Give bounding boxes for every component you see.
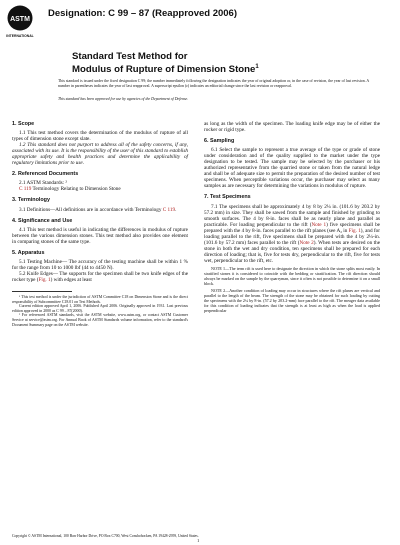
paragraph: 1.2 This standard does not purport to address all of the safety concerns, if any, associated with its use. It is the responsibility of the user of this standard to establish appropriate safety and health practices and determine the applicability of regulatory limitations prior to use. (12, 142, 188, 167)
paragraph: 5.1 Testing Machine— The accuracy of the testing machine shall be within 1 % for the range from 10 to 1000 lbf (44 to 4450 N). (12, 258, 188, 271)
paragraph: 1.1 This test method covers the determination of the modulus of rupture of all types of dimension stone except slate. (12, 130, 188, 143)
section-heading: 6. Sampling (204, 138, 235, 145)
page-number: 1 (197, 538, 200, 543)
svg-text:ASTM: ASTM (10, 16, 30, 23)
c119-link[interactable]: C 119 (162, 206, 176, 213)
document-title (72, 51, 372, 75)
designation-header: Designation: C 99 – 87 (Reapproved 2006) (48, 8, 238, 19)
left-column (12, 121, 188, 327)
svg-text:INTERNATIONAL: INTERNATIONAL (6, 34, 34, 38)
section-heading: 2. Referenced Documents (12, 171, 79, 178)
paragraph: C 119 Terminology Relating to Dimension Stone (19, 186, 121, 193)
footnote: ¹ This test method is under the jurisdiction of ASTM Committee C18 on Dimension Stone and is the direct responsibility of Subcommittee C18.01 on Test Methods. (12, 294, 188, 304)
fig1-link[interactable]: Fig. 1 (38, 276, 51, 283)
section-heading: 3. Terminology (12, 197, 50, 204)
section-heading: 7. Test Specimens (204, 194, 251, 201)
paragraph: 7.1 The specimens shall be approximately 4 by 8 by 2¼ in. (101.6 by 203.2 by 57.2 mm) in size. They shall be sawed from the sample and finished by grinding to smooth surfaces. The 4 by 8-in. faces shall be as nearly plane and parallel as practicable. For loading perpendicular to the rift (Note 1) five specimens shall be prepared with the 4 by 8-in. faces parallel to the rift planes (see A₂ in Fig. 1), and for loading parallel to the rift, five specimens shall be prepared with the 4 by 2¼-in. (101.6 by 57.2 mm) faces parallel to the rift (Note 2). When tests are desired on the stone in both the wet and dry condition, ten specimens shall be prepared for each direction of loading; that is, five for tests dry, perpendicular to the rift, five for tests wet, perpendicular to the rift, etc. (204, 203, 380, 264)
title-line-1: Standard Test Method for (72, 51, 188, 62)
note-2: NOTE 2—Another condition of loading may occur in structures where the rift planes are vertical and parallel to the length of the beam. The strength of the stone may be obtained for such loading by cutting the specimens with the 2¼ by 8-in. (57.2 by 203.2-mm) face parallel to the rift. The meager data available for this condition of loading indicates that the strength is at least as high as when the load is applied perpendicular (204, 287, 380, 313)
title-line-2: Modulus of Rupture of Dimension Stone$^1$ (72, 64, 259, 76)
fig1-link[interactable]: Fig. 1 (348, 227, 361, 234)
section-heading: 1. Scope (12, 121, 35, 127)
footnote-divider (12, 291, 72, 292)
footnote: Current edition approved April 1, 2006. Published April 2006. Originally approved in 1931. Last previous edition approved in 2000 as C 99 – 87(2000). (12, 304, 188, 313)
section-heading: 4. Significance and Use (12, 217, 73, 224)
note-1: NOTE 1—The term rift is used here to designate the direction in which the stone splits most easily. In stratified stones it is considered to coincide with the bedding or stratification. The rift direction should always be marked on the sample by the quarryman, since it often is not possible to determine it on a small block. (204, 265, 380, 286)
paragraph: 4.1 This test method is useful in indicating the differences in modulus of rupture between the various dimension stones. This test method also provides one element in comparing stones of the same type. (12, 226, 188, 245)
copyright-footer: Copyright © ASTM International, 100 Barr Harbor Drive, PO Box C700, West Conshohocken, PA 19428-2959, United States. (12, 534, 199, 538)
note1-link[interactable]: Note 1 (311, 221, 327, 228)
paragraph: 5.2 Knife Edges— The supports for the specimen shall be two knife edges of the rocker type (Fig. 1) with edges at least (12, 270, 188, 283)
issuance-notice: This standard is issued under the fixed designation C 99; the number immediately following the designation indicates the year of original adoption or, in the case of revision, the year of last revision. A number in parentheses indicates the year of last reapproval. A superscript epsilon (ε) indicates an editorial change since the last revision or reapproval. (58, 79, 370, 88)
section-heading: 5. Apparatus (12, 249, 45, 256)
dod-notice: This standard has been approved for use by agencies of the Department of Defense. (58, 97, 189, 101)
note2-link[interactable]: Note 2 (299, 239, 314, 246)
paragraph: as long as the width of the specimen. The loading knife edge may be of either the rocker or rigid type. (204, 121, 380, 134)
right-column (204, 121, 380, 313)
paragraph: 6.1 Select the sample to represent a true average of the type or grade of stone under consideration and of the quality supplied to the market under the type designation to be tested. The sample may be selected by the purchaser or his authorized representative from the quarried stone or taken from the natural ledge and shall be of adequate size to permit the preparation of the desired number of test specimens. When perceptible variations occur, the purchaser may select as many samples as are necessary for determining the variations in modulus of rupture. (204, 147, 380, 190)
c119-link[interactable]: C 119 (19, 186, 32, 193)
paragraph: 2.1 ASTM Standards: ² (19, 180, 67, 187)
paragraph: 3.1 Definitions—All definitions are in accordance with Terminology C 119. (19, 206, 177, 213)
footnote: ² For referenced ASTM standards, visit the ASTM website, www.astm.org, or contact ASTM Customer Service at service@astm.org. For Annual Book of ASTM Standards volume information, refer to the standard's Document Summary page on the ASTM website. (12, 313, 188, 327)
astm-logo-icon (5, 5, 35, 39)
